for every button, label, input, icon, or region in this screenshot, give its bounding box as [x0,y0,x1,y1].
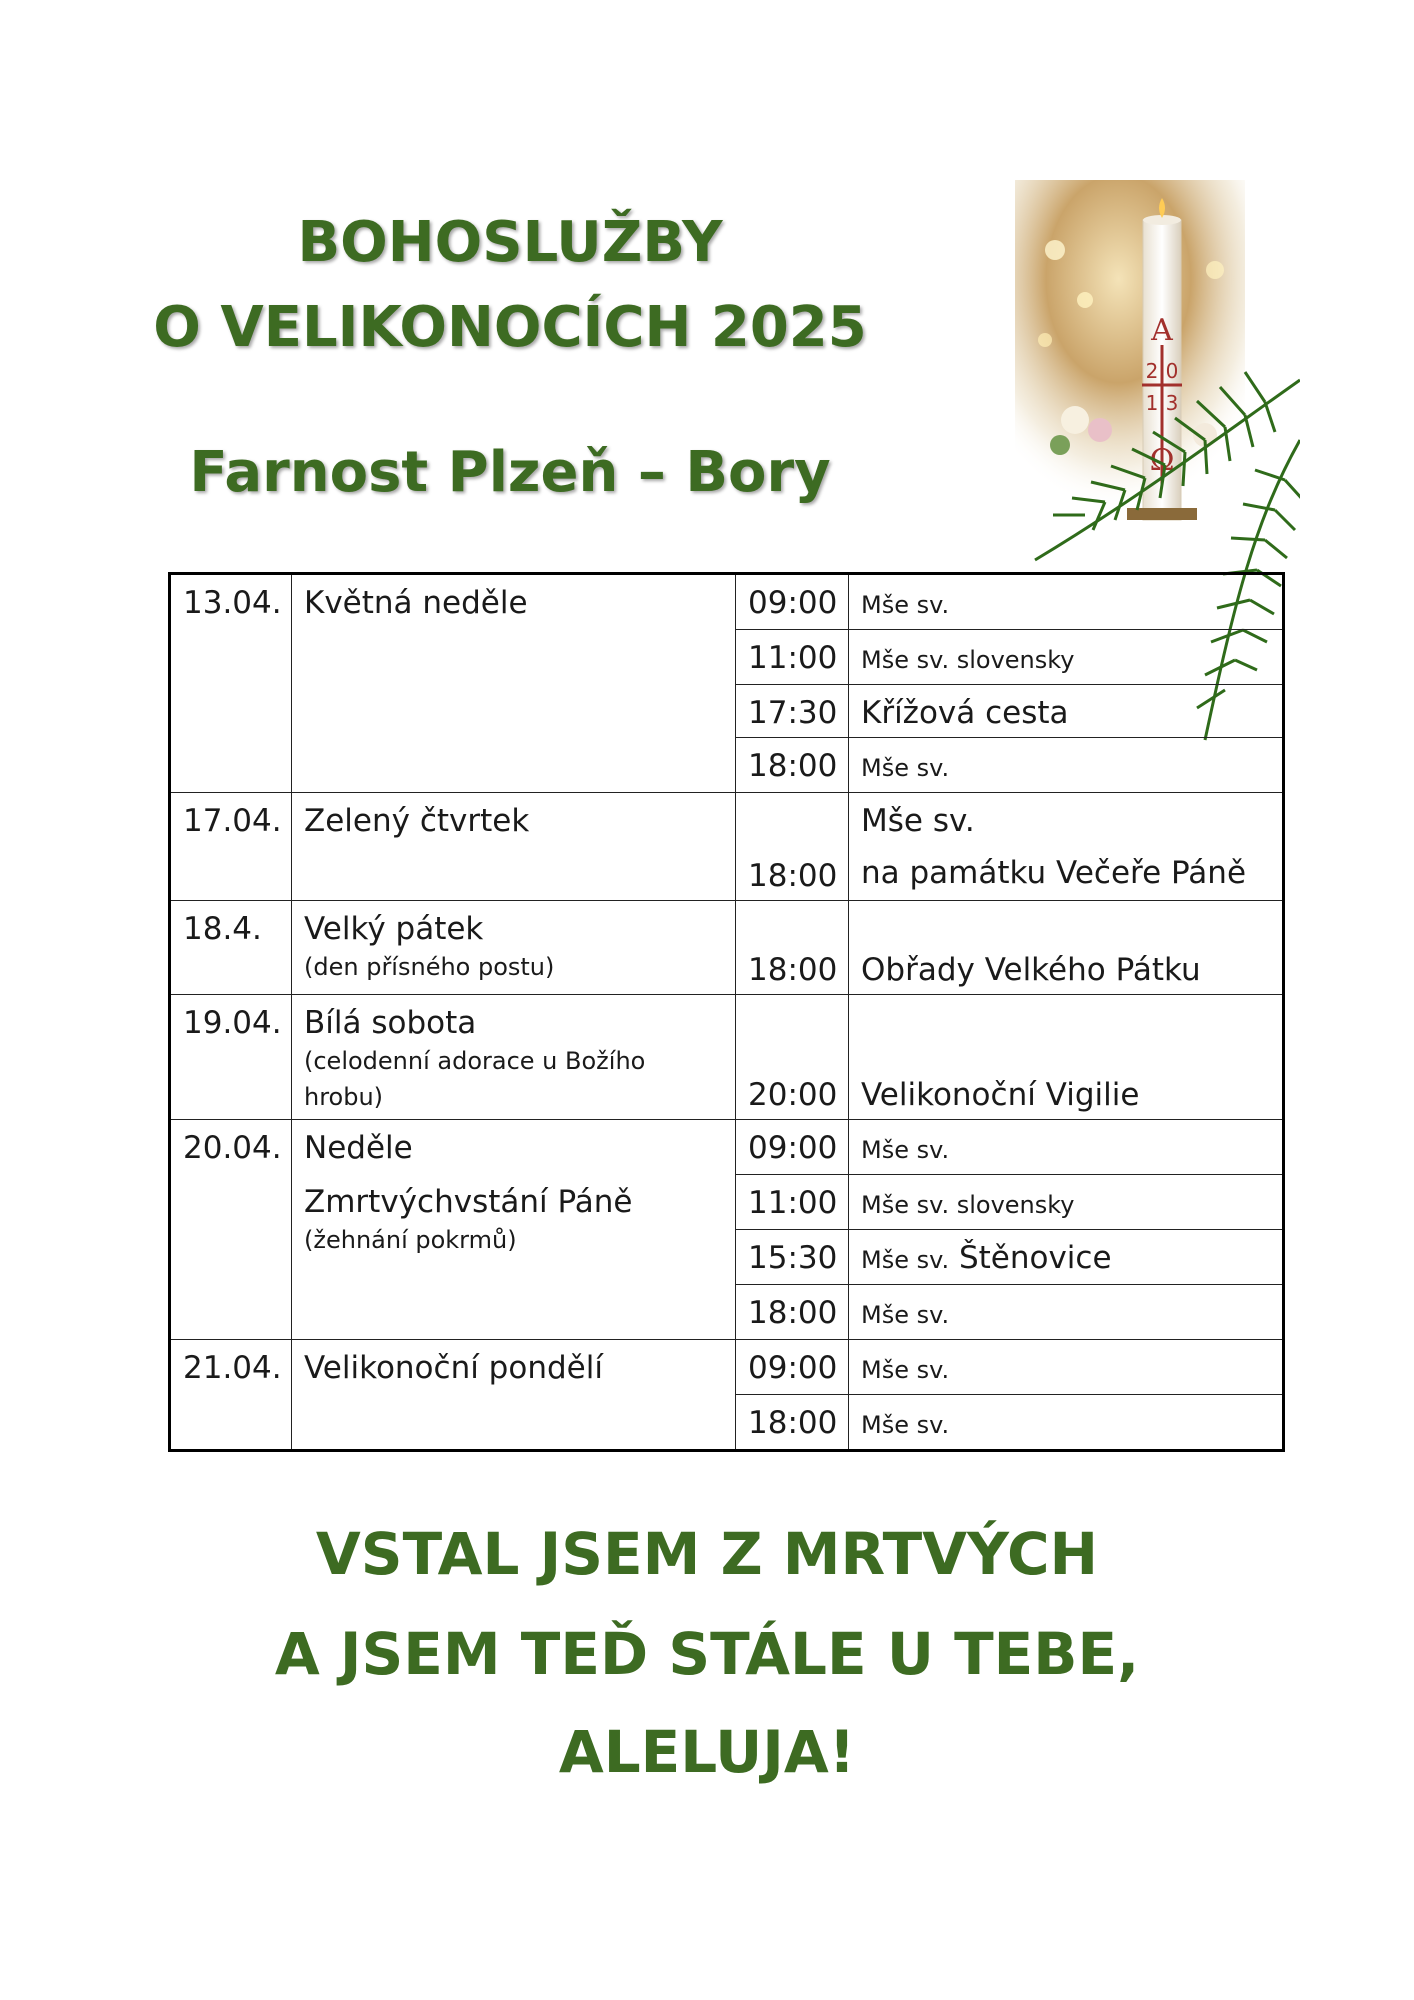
table-row [170,995,1284,1120]
motto-line-1: VSTAL JSEM Z MRTVÝCH [315,1520,1099,1588]
table-row [170,901,1284,995]
table-row [170,1340,1284,1395]
time-cell: 18:00 [736,1285,849,1340]
title-line-2: O VELIKONOCÍCH 2025 [153,295,867,360]
time-cell: 11:00 [736,1175,849,1230]
time-cell: 11:00 [736,630,849,685]
service-cell: Mše sv. [849,738,1284,793]
parish-title: Farnost Plzeň – Bory [189,440,831,505]
time-cell: 18:00 [736,1395,849,1451]
day-cell: Velikonoční pondělí [292,1340,736,1451]
day-name-line-2: Zmrtvýchvstání Páně [304,1184,633,1220]
svg-text:1: 1 [1145,391,1159,415]
motto-line-2: A JSEM TEĎ STÁLE U TEBE, [274,1620,1140,1688]
service-cell [849,793,1284,901]
day-cell [292,995,736,1120]
svg-text:3: 3 [1165,391,1179,415]
day-cell [292,1120,736,1340]
time-cell: 18:00 [736,793,849,901]
service-cell: Mše sv. slovensky [849,630,1284,685]
time-cell: 15:30 [736,1230,849,1285]
date-cell: 18.4. [170,901,292,995]
svg-text:0: 0 [1165,359,1179,383]
service-cell [849,1230,1284,1285]
date-cell: 21.04. [170,1340,292,1451]
schedule-table [168,572,1285,1452]
candle-omega: Ω [1149,443,1175,478]
service-cell: Mše sv. slovensky [849,1175,1284,1230]
table-row [170,1120,1284,1175]
time-cell: 09:00 [736,1340,849,1395]
day-note: (žehnání pokrmů) [304,1226,517,1254]
table-row [170,793,1284,901]
time-cell: 09:00 [736,1120,849,1175]
service-cell: Křížová cesta [849,685,1284,738]
table-row [170,574,1284,630]
day-name: Velký pátek [304,911,484,947]
time-cell: 18:00 [736,901,849,995]
time-cell: 20:00 [736,995,849,1120]
service-cell: Velikonoční Vigilie [849,995,1284,1120]
date-cell: 19.04. [170,995,292,1120]
service-desc: Mše sv. [861,803,975,839]
day-note: (den přísného postu) [304,953,555,981]
service-cell: Mše sv. [849,574,1284,630]
time-cell: 09:00 [736,574,849,630]
service-cell: Obřady Velkého Pátku [849,901,1284,995]
day-cell [292,901,736,995]
service-cell: Mše sv. [849,1395,1284,1451]
service-cell: Mše sv. [849,1285,1284,1340]
day-cell: Zelený čtvrtek [292,793,736,901]
service-desc: Mše sv. [861,1246,950,1274]
time-cell: 18:00 [736,738,849,793]
date-cell: 20.04. [170,1120,292,1340]
date-cell: 13.04. [170,574,292,793]
day-cell: Květná neděle [292,574,736,793]
service-location: Štěnovice [958,1240,1112,1276]
title-line-1: BOHOSLUŽBY [297,210,723,275]
day-note: (celodenní adorace u Božího hrobu) [304,1047,646,1111]
motto-line-3: ALELUJA! [558,1718,856,1786]
date-cell: 17.04. [170,793,292,901]
candle-alpha: A [1151,313,1173,348]
service-desc-line-2: na památku Večeře Páně [861,855,1247,891]
time-cell: 17:30 [736,685,849,738]
day-name: Neděle [304,1130,413,1166]
service-cell: Mše sv. [849,1340,1284,1395]
service-cell: Mše sv. [849,1120,1284,1175]
svg-text:2: 2 [1145,359,1159,383]
day-name: Bílá sobota [304,1005,477,1041]
